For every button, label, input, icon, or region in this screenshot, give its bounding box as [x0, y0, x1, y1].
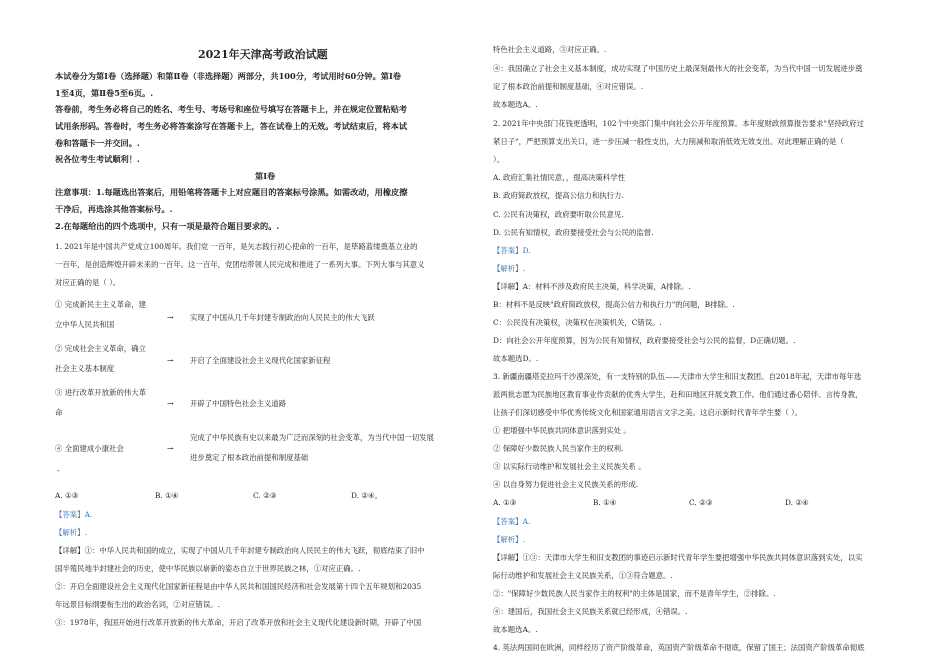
q2-option-d: D. 公民有知情权，政府要接受社会与公民的监督. — [493, 228, 654, 237]
q1-option-a: A. ①③ — [55, 491, 79, 500]
q1-detail-line: 【详解】①：中华人民共和国的成立，实现了中国从几千年封建专制政治向人民民主的伟大飞跃，彻底结束了旧中 — [55, 546, 425, 555]
q2-detail-line: D：向社会公开年度预算，因为公民有知情权，政府要接受社会与公民的监督，D正确切题。. — [493, 336, 796, 345]
q2-detail-line: C：公民没有决策权，决策权在决策机关，C错误。. — [493, 318, 662, 327]
q3-detail-line: ④：建国后，我国社会主义民族关系就已经形成，④错误。. — [493, 607, 688, 616]
q1-line: 对应正确的是（ ）。 — [55, 278, 121, 287]
q2-answer: 【答案】D. — [493, 246, 531, 255]
intro-line: 试用条形码。答卷时，考生务必将答案涂写在答题卡上，答在试卷上的无效。考试结束后，将本试 — [55, 121, 408, 131]
q4-line: 4. 英法两国同在欧洲，同样经历了资产阶级革命，英国资产阶级革命不彻底，保留了国王；法国资产阶级革命彻底 — [493, 643, 865, 652]
q2-line: 2. 2021年中央部门花钱更透明，102个中央部门集中向社会公开年度预算。本年度财政预算报告要求"坚持政府过 — [493, 119, 864, 128]
q2-detail-line: 故本题选D。. — [493, 354, 539, 363]
notes-line: 注意事项：1.每题选出答案后，用铅笔将答题卡上对应题目的答案标号涂黑。如需改动，用橡皮擦 — [55, 187, 408, 197]
q2-line: ）。 — [493, 155, 505, 164]
arrow-icon: → — [167, 356, 174, 365]
q1-analysis-label: 【解析】. — [55, 528, 87, 537]
q3-option-c: C. ②③ — [689, 498, 713, 507]
arrow-icon: → — [167, 313, 174, 322]
q3-statement: ④ 以自身努力促进社会主义民族关系的形成. — [493, 480, 639, 489]
intro-line: 卷和答题卡一并交回。. — [55, 138, 140, 148]
q1-pair-left: ④ 全面建成小康社会 — [55, 444, 124, 453]
q1-pair-left: 命 — [55, 408, 63, 417]
q3-line: 让孩子们深切感受中华优秀传统文化和国家通用语言文字之美。这启示新时代青年学生要（ ）。 — [493, 408, 803, 417]
q1-cont-line: 定了根本政治前提和制度基础，④对应错误。. — [493, 82, 644, 91]
q1-pair-left: ③ 进行改革开放新的伟大革 — [55, 388, 147, 397]
q1-pair-right: 完成了中华民族有史以来最为广泛而深刻的社会变革，为当代中国一切发展 — [190, 433, 434, 442]
q2-detail-line: 【详解】A：材料不涉及政府民主决策，科学决策，A排除。. — [493, 282, 691, 291]
q1-option-c: C. ②③ — [253, 491, 277, 500]
intro-line: 本试卷分为第Ⅰ卷（选择题）和第Ⅱ卷（非选择题）两部分，共100分，考试用时60分钟。第Ⅰ卷 — [55, 71, 401, 81]
q1-option-b: B. ①④ — [155, 491, 179, 500]
q3-statement: ③ 以实际行动维护和发展社会主义民族关系 。 — [493, 462, 646, 471]
q3-line: 3. 新疆南疆塔克拉玛干沙漠深处，有一支特别的队伍——天津市大学生和旧支教团。自2018年起，天津市每年选 — [493, 372, 862, 381]
intro-line: 答卷前，考生务必将自己的姓名、考生号、考场号和座位号填写在答题卡上，并在规定位置粘贴考 — [55, 104, 408, 114]
q1-detail-line: ③：1978年，我国开始进行改革开放新的伟大革命，开启了改革开放和社会主义现代化建设新时期，开辟了中国 — [55, 618, 422, 627]
q1-option-d: D. ②④。 — [351, 491, 383, 500]
q1-cont-line: ④：我国确立了社会主义基本制度，成功实现了中国历史上最深刻最伟大的社会变革，为当代中国一切发展进步奠 — [493, 64, 863, 73]
q1-cont-line: 特色社会主义道路，③对应正确。. — [493, 45, 607, 54]
q2-analysis-label: 【解析】. — [493, 264, 525, 273]
q1-pair-right: 进步奠定了根本政治前提和制度基础 — [190, 453, 309, 462]
q1-pair-right: 开辟了中国特色社会主义道路 — [190, 399, 287, 408]
q1-answer: 【答案】A. — [55, 510, 93, 519]
q1-pair-left: 社会主义基本制度 — [55, 364, 115, 373]
q3-option-d: D. ②④ — [785, 498, 809, 507]
q3-detail-line: ②："保障好少数民族人民当家作主的权利"的主体是国家，而不是青年学生，②排除。. — [493, 589, 776, 598]
notes-line: 干净后，再选涂其他答案标号。. — [55, 204, 173, 214]
q2-detail-line: B：材料不是反映"政府简政放权，提高公信力和执行力"的问题，B排除。. — [493, 300, 735, 309]
q3-analysis-label: 【解析】. — [493, 535, 525, 544]
q2-line: 紧日子"，严把预算支出关口，进一步压减一般性支出，大力削减和取消低效无效支出。对此理解正确的是（ — [493, 137, 844, 146]
q3-statement: ② 保障好少数民族人民当家作主的权利. — [493, 444, 624, 453]
page-title: 2021年天津高考政治试题 — [198, 48, 328, 61]
q2-option-a: A. 政府汇集社情民意，，提高决策科学性 — [493, 173, 625, 182]
q1-cont-line: 故本题选A。. — [493, 100, 538, 109]
q3-detail-line: 故本题选A。. — [493, 625, 538, 634]
q3-answer: 【答案】A. — [493, 517, 531, 526]
q3-detail-line: 【详解】①③：天津市大学生和旧支教团的事迹启示新时代青年学生要把增强中华民族共同体意识落到实处，以实 — [493, 553, 863, 562]
q1-dot: - — [57, 466, 60, 475]
q3-option-a: A. ①③ — [493, 498, 517, 507]
q1-line: 一百年，是创造辉煌开辟未来的一百年。这一百年，党团结带领人民完成和推进了一系列大事。下列大事与其意义 — [55, 260, 425, 269]
q1-pair-right: 实现了中国从几千年封建专制政治向人民民主的伟大飞跃 — [190, 313, 375, 322]
q1-line: 1. 2021年是中国共产党成立100周年。我们党 一百年，是矢志践行初心使命的一百年，是筚路蓝缕奠基立业的 — [55, 242, 418, 251]
intro-line: 1至4页，第Ⅱ卷5至6页。. — [55, 88, 154, 98]
q3-line: 派两批志愿为民族地区教育事业作贡献的优秀大学生，赴和田地区开展支教工作。他们通过番心陪伴、言传身教， — [493, 390, 863, 399]
q1-pair-left: ① 完成新民主主义革命，建 — [55, 300, 147, 309]
q3-option-b: B. ①④ — [593, 498, 617, 507]
q1-pair-left: 立中华人民共和国 — [55, 320, 115, 329]
q1-detail-line: 国半殖民地半封建社会的历史，使中华民族以崭新的姿态自立于世界民族之林，①对应正确。. — [55, 564, 361, 573]
intro-line: 祝各位考生考试顺利！. — [55, 154, 140, 164]
q1-pair-left: ② 完成社会主义革命，确立 — [55, 344, 147, 353]
q2-option-b: B. 政府简政放权，提高公信力和执行力. — [493, 191, 624, 200]
arrow-icon: → — [167, 444, 174, 453]
notes-line: 2.在每题给出的四个选项中，只有一项是最符合题目要求的。. — [55, 221, 280, 231]
q3-statement: ① 把增强中华民族共同体意识落到实处 。 — [493, 426, 631, 435]
q2-option-c: C. 公民有决策权，政府要听取公民意见. — [493, 210, 624, 219]
arrow-icon: → — [167, 399, 174, 408]
q1-pair-right: 开启了全面建设社会主义现代化国家新征程 — [190, 356, 331, 365]
q1-detail-line: ②：开启全面建设社会主义现代化国家新征程是由中华人民共和国国民经济和社会发展第十四个五年规划和2035 — [55, 582, 422, 591]
section-title: 第Ⅰ卷 — [255, 171, 276, 181]
q3-detail-line: 际行动维护和发展社会主义民族关系，①③符合题意。. — [493, 571, 673, 580]
q1-detail-line: 年远景目标纲要衔生出的政治名词，②对应错误。. — [55, 600, 220, 609]
